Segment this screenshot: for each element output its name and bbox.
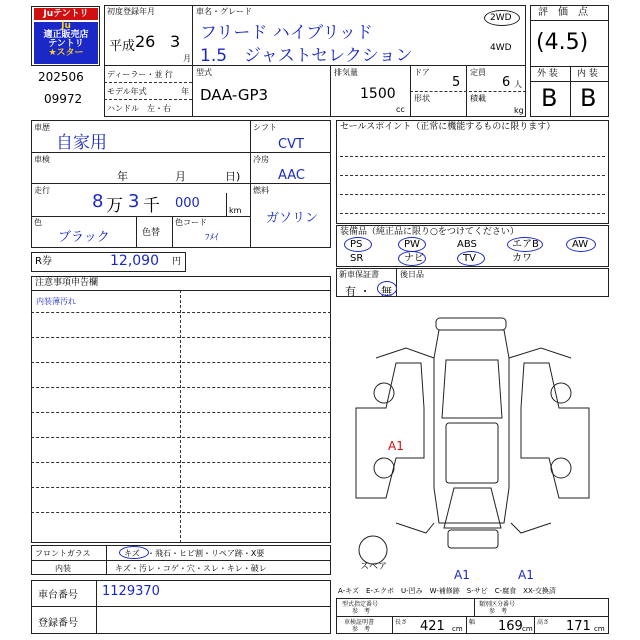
warranty-value: 有 ・ (345, 285, 371, 298)
usage-value: 自家用 (56, 133, 107, 153)
equip-airbag-circle (507, 237, 543, 252)
warranty-circled: 無 (381, 285, 392, 298)
length-unit: cm (452, 625, 463, 633)
equip-pw-circle (398, 237, 426, 252)
interior-row-label: 内装 (55, 564, 71, 573)
inspection-month-unit: 月 (175, 170, 186, 183)
mileage-d1: 8 (92, 191, 104, 212)
drive-4wd: 4WD (490, 43, 512, 53)
logo-shop-line3: ★スター (48, 48, 84, 58)
equip-aw-circle (566, 237, 596, 252)
usage-label: 車歴 (34, 123, 50, 132)
damage-mark-bottom-2: A1 (518, 568, 534, 582)
logo-ju: Ju (61, 21, 71, 31)
displacement-unit: cc (396, 105, 405, 114)
equip-ps: PS (350, 239, 363, 250)
shift-value: CVT (278, 137, 304, 152)
exterior-label: 外 装 (537, 69, 558, 79)
windshield-circle (119, 546, 149, 559)
chassis-value: 1129370 (102, 584, 160, 599)
dealer-label: ディーラー・並 行 (107, 70, 173, 79)
type-value: DAA-GP3 (200, 86, 269, 104)
color-code: ﾌﾒｲ (205, 233, 219, 243)
logo-shop-line2: テントリ (48, 39, 84, 49)
equip-tv-circle (457, 251, 485, 266)
stock-number-1: 202506 (38, 70, 84, 84)
type-designation-note: 参 考 (352, 608, 371, 615)
doors-value: 5 (452, 75, 461, 90)
damage-mark-bottom-1: A1 (454, 568, 470, 582)
model-year-label: モデル年式 (107, 87, 147, 96)
class-note: 参 考 (489, 608, 508, 615)
length-label: 長さ (395, 619, 408, 626)
equip-sr: SR (350, 253, 364, 264)
warranty-circle (377, 281, 397, 296)
first-reg-month-unit: 月 (183, 54, 191, 63)
chassis-label: 車台番号 (38, 590, 78, 601)
sales-point-label: セールスポイント（正常に機能するものに限ります） (340, 122, 556, 132)
displacement-label: 排気量 (334, 68, 358, 77)
damage-mark-left: A1 (388, 439, 404, 453)
length-value: 421 (420, 619, 445, 634)
doors-label: ドア (414, 68, 430, 77)
capacity-unit: 人 (514, 80, 522, 89)
mileage-sen: 千 (143, 196, 160, 216)
aircon-value: AAC (278, 168, 305, 183)
vehicle-grade: 1.5 ジャストセレクション (200, 46, 413, 66)
grade-score: (4.5) (536, 30, 589, 55)
color-label: 色 (34, 218, 42, 227)
mileage-rest: 000 (175, 196, 200, 211)
type-label: 型式 (196, 68, 212, 77)
interior-grade: B (580, 84, 597, 112)
type-designation-label: 型式指定番号 (342, 601, 379, 608)
mileage-d2: 3 (128, 191, 140, 212)
logo (31, 6, 100, 66)
vehicle-name: フリード ハイブリッド (200, 23, 373, 43)
width-label: 幅 (469, 619, 476, 626)
equip-leather: カワ (512, 253, 532, 264)
grade-label: 評 価 点 (538, 7, 588, 18)
first-reg-month: 3 (170, 32, 181, 51)
equip-navi-circle (398, 251, 426, 266)
warranty-label: 新車保証書 (339, 270, 379, 279)
color-match-label: 色替 (142, 228, 161, 238)
equip-abs: ABS (457, 239, 477, 250)
damage-legend: A-キズ E-エクボ U-凹み W-補修跡 S-サビ C-腐食 XX-交換済 (338, 587, 556, 595)
equip-airbag: エアB (512, 239, 539, 250)
capacity-label: 定員 (470, 68, 486, 77)
class-label: 類別区分番号 (479, 601, 516, 608)
aircon-label: 冷房 (253, 155, 269, 164)
fuel-value: ガソリン (266, 211, 319, 226)
color-code-label: 色コード (175, 218, 207, 227)
equipment-label: 装備品（純正品に限り○をつけてください） (340, 227, 519, 237)
stock-number-2: 09972 (44, 92, 83, 106)
interior-label: 内 装 (577, 69, 598, 79)
vehicle-label: 車名・グレード (196, 7, 252, 16)
height-unit: cm (594, 625, 605, 633)
recycle-box (31, 252, 186, 272)
first-reg-year: 26 (135, 32, 156, 51)
recycle-label: R券 (35, 256, 52, 267)
shift-label: シフト (253, 123, 277, 132)
logo-shop-line1: 適正販売店 (43, 30, 89, 40)
car-diagram (336, 298, 609, 583)
exterior-grade: B (541, 84, 558, 112)
height-value: 171 (566, 619, 591, 634)
equip-aw: AW (572, 239, 589, 250)
first-reg-label: 初度登録年月 (107, 7, 155, 16)
windshield-label: フロントガラス (35, 549, 91, 558)
load-unit: kg (514, 106, 524, 115)
interior-row-value: キズ・汚レ・コゲ・穴・スレ・キレ・破レ (115, 564, 267, 573)
spare-label: スペア (360, 562, 388, 572)
cert-note: 参 考 (352, 626, 371, 633)
displacement-value: 1500 (360, 86, 396, 102)
drive-2wd: 2WD (490, 13, 512, 23)
notes-label: 注意事項申告欄 (35, 278, 99, 288)
width-unit: cm (522, 625, 533, 633)
fuel-label: 燃料 (253, 186, 269, 195)
model-year-unit: 年 (181, 87, 189, 96)
windshield-circled: キズ (124, 549, 140, 558)
windshield-rest: ・飛石・ヒビ割・リペア跡・X要 (147, 549, 265, 558)
capacity-value: 6 (502, 75, 511, 90)
registration-label: 登録番号 (38, 618, 78, 629)
equip-tv: TV (463, 253, 476, 264)
mileage-man: 万 (106, 196, 123, 216)
mileage-unit: km (229, 206, 242, 215)
load-label: 積載 (470, 94, 486, 103)
width-value: 169 (498, 619, 523, 634)
inspection-label: 車検 (34, 155, 50, 164)
handle-label: ハンドル 左・右 (107, 104, 171, 113)
after-items-label: 後日品 (400, 270, 424, 279)
shape-label: 形状 (414, 94, 430, 103)
equip-pw: PW (404, 239, 420, 250)
equip-ps-circle (344, 237, 372, 252)
recycle-unit: 円 (172, 257, 182, 267)
equip-navi: ナビ (404, 253, 424, 264)
logo-brand: Juテントリ (34, 8, 98, 20)
notes-text: 内装薄汚れ (36, 297, 76, 306)
inspection-day-unit: 日) (225, 170, 241, 183)
logo-shop-block (34, 22, 98, 64)
inspection-year-unit: 年 (117, 170, 128, 183)
recycle-value: 12,090 (110, 253, 159, 269)
height-label: 高さ (537, 619, 550, 626)
color-value: ブラック (58, 230, 110, 245)
mileage-label: 走行 (34, 186, 50, 195)
notes-box (31, 276, 331, 543)
first-reg-era: 平成 (109, 39, 136, 54)
cert-label: 車検証明書 (344, 619, 375, 626)
sales-point-box (336, 120, 609, 224)
